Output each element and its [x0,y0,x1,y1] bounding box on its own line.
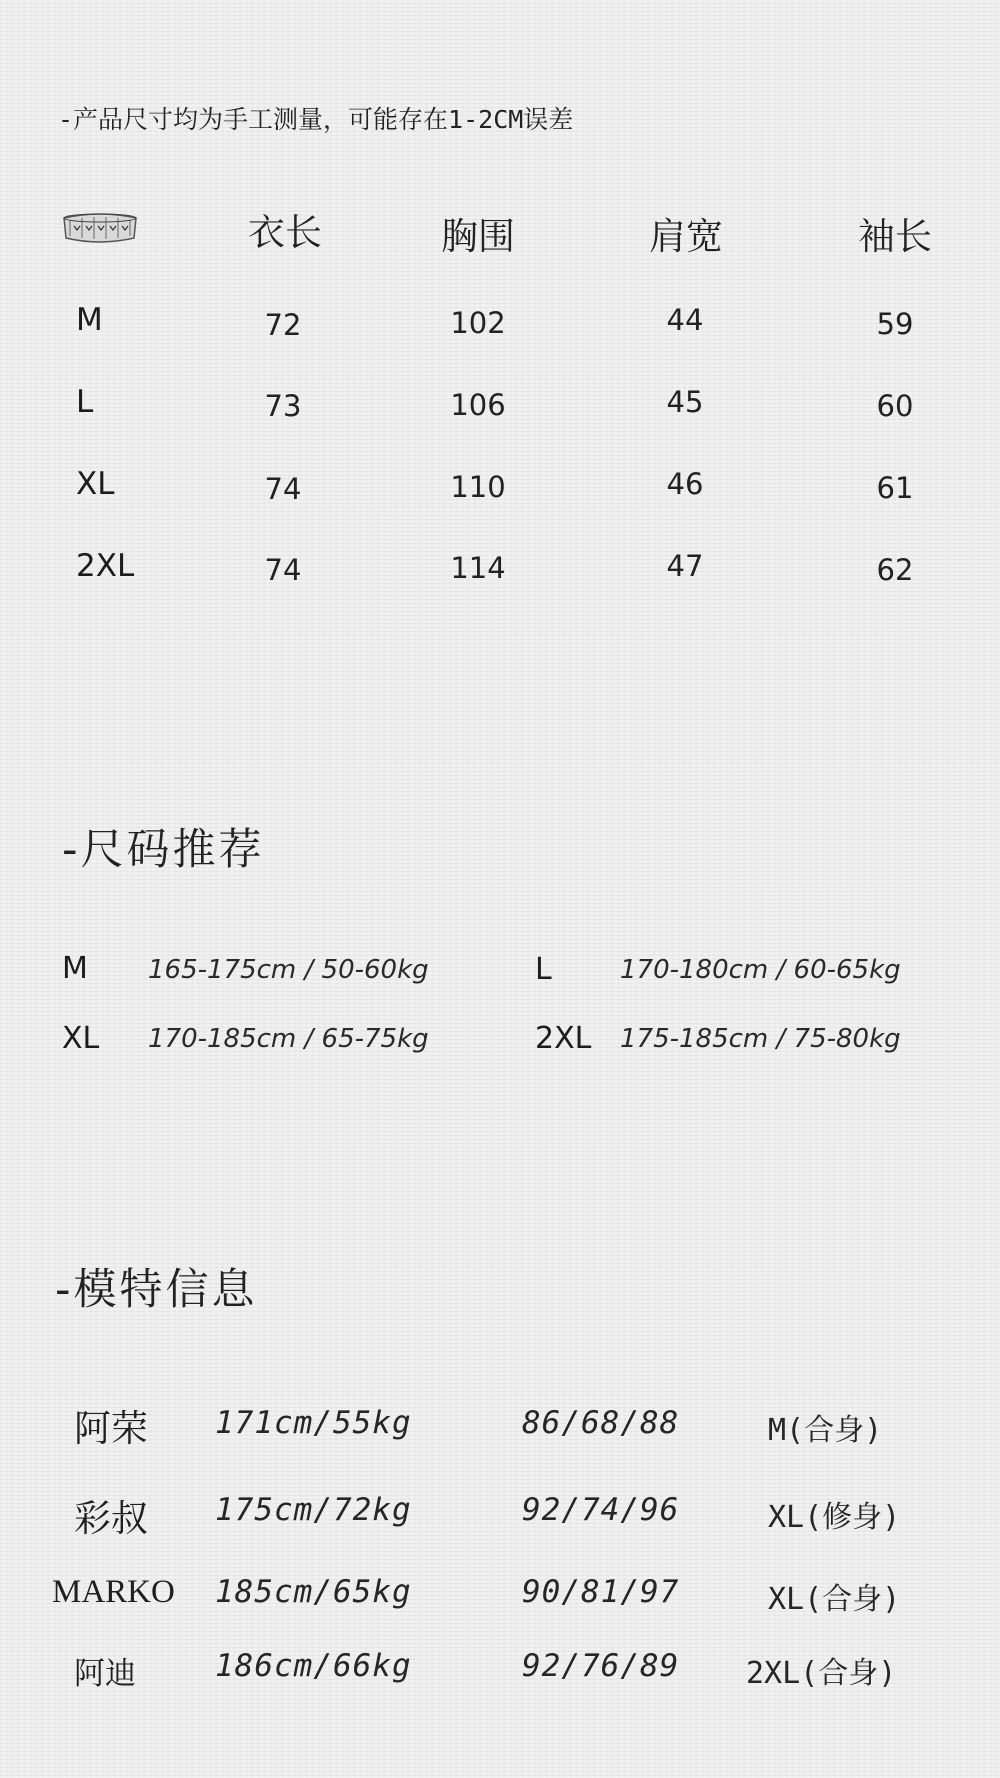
table-cell: 114 [450,551,506,585]
table-cell: 45 [666,385,704,419]
model-fit: XL(合身) [768,1582,901,1617]
table-cell: 102 [450,306,506,340]
model-name: 阿迪 [74,1656,136,1692]
recommend-range-2xl: 175-185cm / 75-80kg [620,1024,901,1054]
model-height-weight: 175cm/72kg [215,1492,412,1528]
model-fit: 2XL(合身) [746,1656,897,1691]
table-cell: 73 [264,389,302,423]
table-cell: 110 [450,470,506,504]
size-label-2xl: 2XL [76,548,135,584]
recommend-range-xl: 170-185cm / 65-75kg [148,1024,429,1054]
table-cell: 46 [666,467,704,501]
header-sleeve: 袖长 [858,215,932,258]
table-cell: 106 [450,388,506,422]
model-measurements: 86/68/88 [522,1405,680,1441]
recommend-size-xl: XL [62,1021,100,1056]
table-cell: 47 [666,549,704,583]
measurement-note: -产品尺寸均为手工测量，可能存在1-2CM误差 [58,105,574,134]
model-name: 彩叔 [74,1497,148,1540]
size-label-m: M [76,302,103,338]
shirt-stamp-icon [60,208,140,246]
recommend-title: -尺码推荐 [62,825,265,875]
model-height-weight: 185cm/65kg [215,1574,412,1610]
size-label-l: L [76,384,94,420]
models-title: -模特信息 [55,1265,258,1315]
table-cell: 59 [876,307,914,341]
model-fit: M(合身) [768,1413,883,1448]
model-name: MARKO [52,1574,175,1610]
header-chest: 胸围 [441,215,515,258]
recommend-size-2xl: 2XL [535,1021,592,1056]
model-height-weight: 186cm/66kg [215,1648,412,1684]
model-name: 阿荣 [74,1407,148,1450]
model-height-weight: 171cm/55kg [215,1405,412,1441]
table-cell: 74 [264,553,302,587]
table-cell: 62 [876,553,914,587]
table-cell: 74 [264,472,302,506]
recommend-size-l: L [535,952,552,987]
recommend-range-l: 170-180cm / 60-65kg [620,955,901,985]
recommend-size-m: M [62,951,88,986]
header-length: 衣长 [248,211,322,254]
model-measurements: 92/74/96 [522,1492,680,1528]
model-fit: XL(修身) [768,1500,901,1535]
model-measurements: 90/81/97 [522,1574,680,1610]
table-cell: 44 [666,303,704,337]
model-measurements: 92/76/89 [522,1648,680,1684]
recommend-range-m: 165-175cm / 50-60kg [148,955,429,985]
table-cell: 72 [264,308,302,342]
header-shoulder: 肩宽 [649,215,723,258]
table-cell: 61 [876,471,914,505]
table-cell: 60 [876,389,914,423]
size-label-xl: XL [76,466,115,502]
